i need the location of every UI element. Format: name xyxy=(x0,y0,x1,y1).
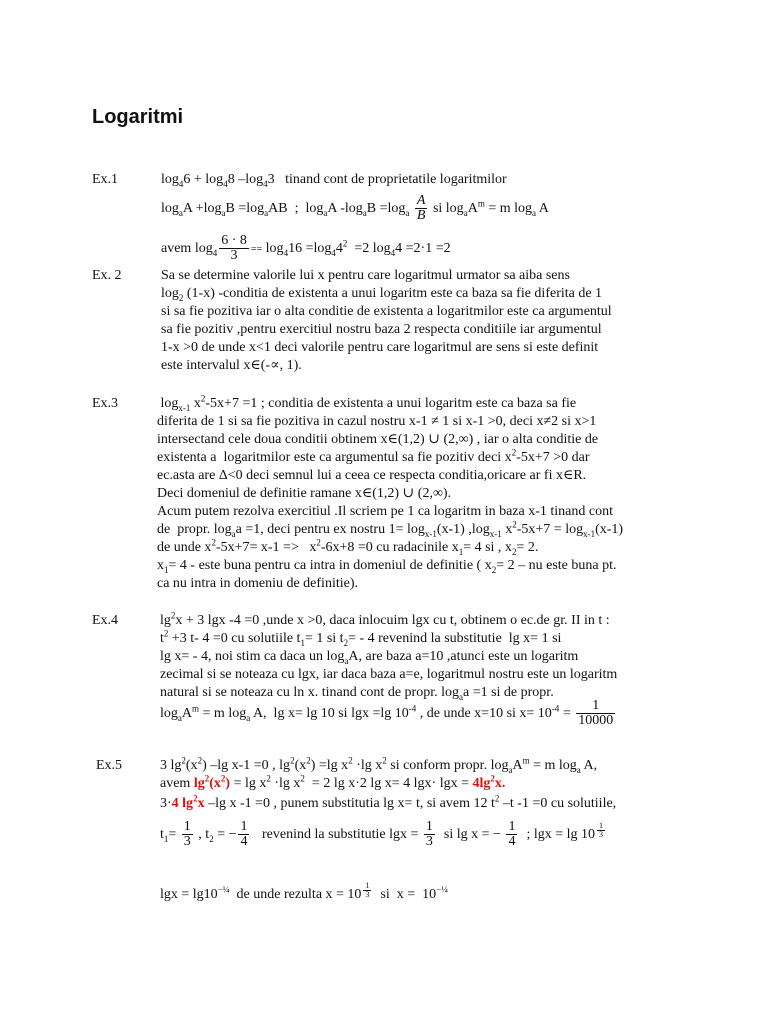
ex3-line-5: ec.asta are Δ<0 deci semnul lui a ceea ce respecta conditia,oricare ar fi x∈R. xyxy=(157,468,587,483)
ex2-line-6: este intervalul x∈(-∝, 1). xyxy=(161,358,302,373)
ex2-line-5: 1-x >0 de unde x<1 deci valorile pentru care logaritmul are sens si este definit xyxy=(161,340,599,355)
ex1-avem: avem log xyxy=(161,241,213,256)
ex1-frac-den: 3 xyxy=(230,248,238,264)
ex4-frac-den: 10000 xyxy=(578,713,614,729)
ex4-line-3-text: lg x= - 4, noi stim ca daca un log xyxy=(160,649,345,664)
ex4-label: Ex.4 xyxy=(92,613,119,628)
ex5-line-3: 3·4 $\lg^2x$ –lg x -1 =0 , punem substitutia lg x= t, si avem 12 $t^2$ –t -1 =0 cu solutiile, xyxy=(160,793,617,811)
lgx-fraction-third: $\frac{1}{3}$ xyxy=(425,819,433,850)
ex2-line-1: Sa se determine valorile lui x pentru care logaritmul urmator sa aiba sens xyxy=(161,268,570,283)
ex5-label: Ex.5 xyxy=(96,758,123,773)
ex5-line-2: avem $\lg^2(x^2) = \lg x^2 \cdot\lg$ $x^2 = 2$ lg x·2 lg x= 4 $\lg x\cdot \lg x = 4\lg^2x$. xyxy=(160,773,506,791)
exp-third-2: 1 3 xyxy=(365,881,370,899)
ex3-line-3: intersectand cele doua conditii obtinem x∈(1,2) ∪ (2,∞) , iar o alta conditie de xyxy=(157,432,599,447)
ex3-line-10: $x_1= 4$ - este buna pentru ca intra in domeniul de definitie ( $x_2= 2$ – nu este buna pt. xyxy=(157,558,617,575)
ex3-line-4-end: >0 dar xyxy=(553,450,590,465)
lgx-fraction-fourth: $\frac{1}{4}$ xyxy=(508,819,516,850)
ex1-frac-num: 6 · 8 xyxy=(221,233,247,249)
ex4-line-5-text: natural si se noteaza cu ln x. tinand cont de propr. log xyxy=(160,685,459,700)
ex2-label: Ex. 2 xyxy=(92,268,122,283)
ex3-line-10-end: = 2 – nu este buna pt. xyxy=(496,558,617,573)
ex4-line-4: zecimal si se noteaza cu lgx, iar daca baza a=e, logaritmul nostru este un logaritm xyxy=(160,667,618,682)
ex3-line-11: ca nu intra in domeniu de definitie). xyxy=(157,576,358,591)
ex4-fraction xyxy=(576,699,615,728)
ex1-fraction xyxy=(219,234,249,263)
ex3-line-10-text: - este buna pentru ca intra in domeniul de definitie ( x xyxy=(186,558,492,573)
ex4-line-5: natural si se noteaza cu ln x. tinand cont de propr. $\log_aa =1$ si de propr. xyxy=(160,685,554,702)
ex5-line-4: $t_1=$ $\frac{1}{3}$ , $t_2$ = − $\frac{1}{4}$ revenind la substitutie lgx = $\frac{1}{3}$ si lg x = − $\frac{1}{4}$ ; lgx = lg 10 $^{\frac{1}{3}}$ xyxy=(160,819,604,850)
ex5-line-1: 3 $\lg^2(x^2)$ –lg x-1 =0 , $\lg^2(x^2) =\lg$ $x^2 \cdot\lg$ $x^2$ si conform propr. $\log_aA^m = m$ $\log_a A$, xyxy=(160,755,598,775)
ex3-line-4: existenta a logaritmilor este ca argumentul sa fie pozitiv deci $x^2-5x+7 >0$ dar xyxy=(157,447,590,465)
ex3-label: Ex.3 xyxy=(92,396,119,411)
t2-fraction: $\frac{1}{4}$ xyxy=(240,819,248,850)
ex2-line-2: $\log_2 (1-x)$ -conditia de existenta a unui logaritm este ca baza sa fie diferita de 1 xyxy=(161,286,603,303)
ex4-frac-num: 1 xyxy=(576,699,615,714)
ex3-line-2: diferita de 1 si sa fie pozitiva in cazul nostru x-1 ≠ 1 si x-1 >0, deci x≠2 si x>1 xyxy=(157,414,597,429)
ex1-label: Ex.1 xyxy=(92,172,119,187)
ex5-line-1-text: si conform propr. log xyxy=(386,758,509,773)
ex1-solution: avem $\log_4$ $\frac{6 \cdot 8}{3}$ == $\log_416 =\log_44^2 =2$ $\log_44 =2\cdot 1 =2$ xyxy=(161,233,451,264)
ex1-properties: $\log_aA +\log_aB =\log_aAB$ ; $\log_aA$ $-\log_aB =\log_a$ $\frac{A}{B}$ si $\log_aA^m = m$ $\log_a A$ xyxy=(161,193,549,224)
ex1-intro: tinand cont de proprietatile logaritmilor xyxy=(285,172,507,187)
ex4-line-1: $\lg^2x + 3$ lgx -4 =0 ,unde x >0, daca inlocuim lgx cu t, obtinem o ec.de gr. II in t : xyxy=(160,610,610,628)
page-title: Logaritmi xyxy=(92,106,184,128)
ex1-statement: $\log_46 + \log_48$ $-\log_43$ tinand cont de proprietatile logaritmilor xyxy=(161,172,507,189)
ex4-line-5-end: a =1 si de propr. xyxy=(462,685,554,700)
ex4-line-6: $\log_aA^m = m$ $\log_a A$, lg x= lg 10 si lgx =lg $10^{-4}$ , de unde x=10 si $x= 10^{-4}$ = $\frac{1}{10000}$ xyxy=(160,698,614,729)
ex1-si: si xyxy=(432,201,446,216)
ex3-line-8: de propr. $\log_aa =1$, deci pentru ex nostru $1= \log_{x-1}(x-1)$ $,\log_{x-1}$ $x^2-5x+7 = \log_{x-1}(x-1)$ xyxy=(157,519,624,539)
ex2-line-4: sa fie pozitiv ,pentru exercitiul nostru baza 2 respecta conditiile iar argumentul xyxy=(161,322,602,337)
ex3-line-9: de unde $x^2-5x+7= x-1 => x^2-6x+8 =0$ cu radacinile $x_1= 4$ si , $x_2= 2$. xyxy=(157,537,539,557)
ex3-line-1: $\log_{x-1} x^2-5x+7 =1$ ; conditia de existenta a unui logaritm este ca baza sa fie xyxy=(157,393,577,413)
ex3-line-7: Acum putem rezolva exercitiul .Il scriem pe 1 ca logaritm in baza x-1 tinand cont xyxy=(157,504,613,519)
ex2-line-3: si sa fie pozitiva iar o alta conditie de existenta a logaritmilor este ca argumentul xyxy=(161,304,612,319)
ex4-line-3: lg x= - 4, noi stim ca daca un $\log_aA$, are baza a=10 ,atunci este un logaritm xyxy=(160,649,579,666)
ex3-line-6: Deci domeniul de definitie ramane x∈(1,2) ∪ (2,∞). xyxy=(157,486,452,501)
ex4-line-2: $t^2 +3$ t- 4 =0 cu solutiile $t_1= 1$ si $t_2= - 4$ revenind la substitutie lg x= 1 si xyxy=(160,628,562,648)
ex5-line-5: $\lg x = \lg 10^{-\frac{1}{4}}$ de unde rezulta x = 10 $^{\frac{1}{3}}$ si $x = 10^{-\frac{1}{4}}$ xyxy=(160,881,448,903)
ex3-line-1-text: ; conditia de existenta a unui logaritm este ca baza sa fie xyxy=(260,396,577,411)
ex2-line-2-text: -conditia de existenta a unui logaritm este ca baza sa fie diferita de 1 xyxy=(214,286,603,301)
ex4-line-1-text: ,unde x >0, daca inlocuim lgx cu t, obtinem o ec.de gr. II in t : xyxy=(259,613,610,628)
ex4-line-3-end: A, are baza a=10 ,atunci este un logaritm xyxy=(348,649,579,664)
exp-third: 1 3 xyxy=(599,820,604,839)
a-over-b-fraction: $\frac{A}{B}$ xyxy=(416,193,426,224)
t1-fraction: $\frac{1}{3}$ xyxy=(183,819,191,850)
